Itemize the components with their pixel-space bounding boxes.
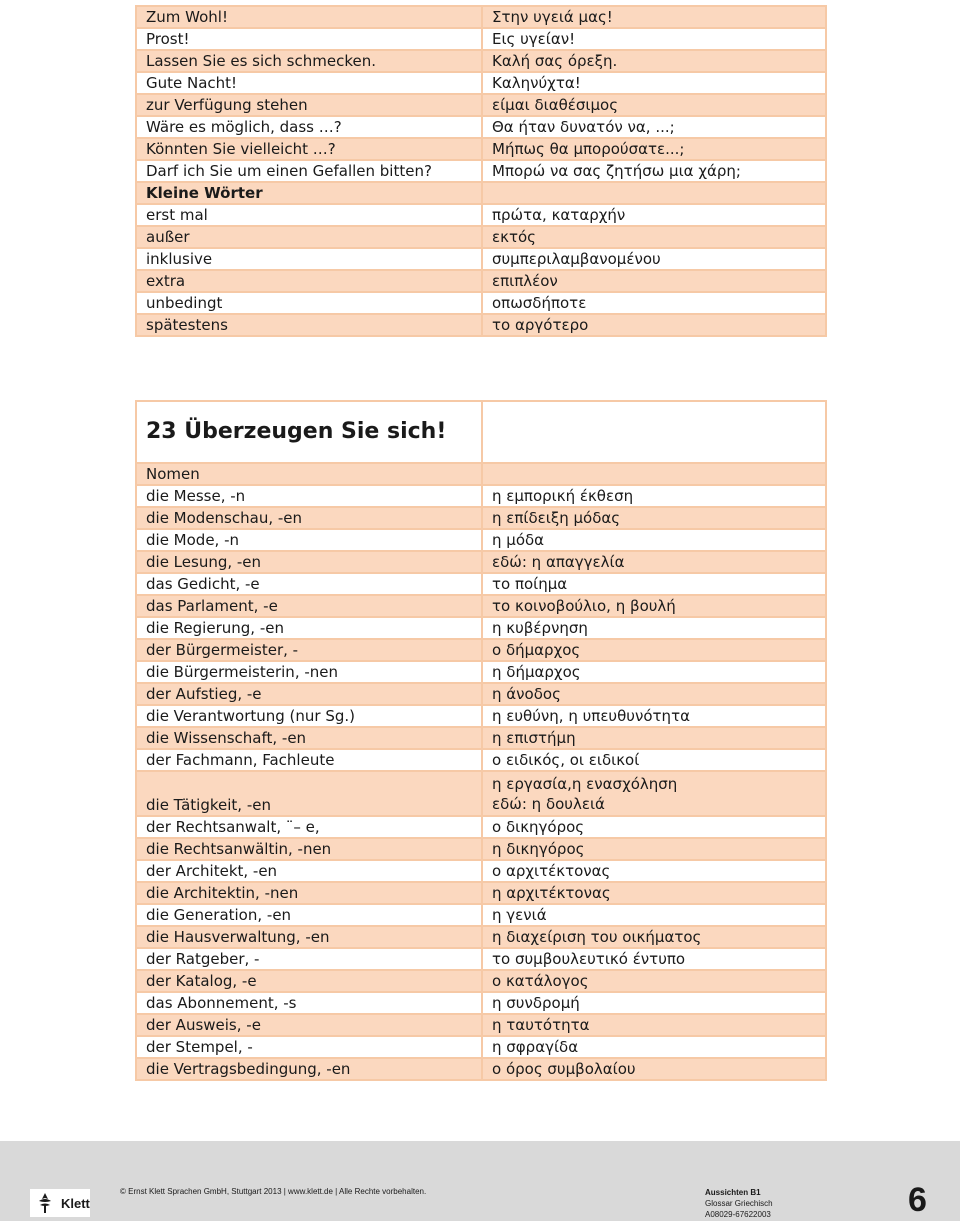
german-term: das Gedicht, -e (136, 573, 482, 595)
table-row (136, 50, 826, 72)
greek-translation: το ποίημα (482, 573, 826, 595)
greek-translation: το κοινοβούλιο, η βουλή (482, 595, 826, 617)
german-term: die Verantwortung (nur Sg.) (136, 705, 482, 727)
greek-translation: η διαχείριση του οικήματος (482, 926, 826, 948)
german-term: unbedingt (136, 292, 482, 314)
greek-translation: η επιστήμη (482, 727, 826, 749)
german-term: Darf ich Sie um einen Gefallen bitten? (136, 160, 482, 182)
german-term: die Regierung, -en (136, 617, 482, 639)
table-row (136, 226, 826, 248)
table-row (136, 860, 826, 882)
greek-translation: ο ειδικός, οι ειδικοί (482, 749, 826, 771)
greek-translation: ο δήμαρχος (482, 639, 826, 661)
section-heading: Nomen (136, 463, 482, 485)
german-term: Wäre es möglich, dass …? (136, 116, 482, 138)
greek-translation: πρώτα, καταρχήν (482, 204, 826, 226)
table-row (136, 970, 826, 992)
german-term: der Fachmann, Fachleute (136, 749, 482, 771)
table-row (136, 1036, 826, 1058)
german-term: Kleine Wörter (136, 182, 482, 204)
table-row (136, 28, 826, 50)
german-term: die Hausverwaltung, -en (136, 926, 482, 948)
vocab-table (135, 400, 827, 1081)
greek-translation: η κυβέρνηση (482, 617, 826, 639)
logo-text: Klett (61, 1195, 90, 1211)
table-row (136, 749, 826, 771)
greek-translation: η επίδειξη μόδας (482, 507, 826, 529)
greek-translation (482, 182, 826, 204)
greek-translation: ο κατάλογος (482, 970, 826, 992)
german-term: erst mal (136, 204, 482, 226)
table-row (136, 204, 826, 226)
german-term: außer (136, 226, 482, 248)
table-row (136, 270, 826, 292)
german-term: der Stempel, - (136, 1036, 482, 1058)
german-term: der Architekt, -en (136, 860, 482, 882)
top-phrase-table (135, 5, 827, 337)
book-title: Aussichten B1 (705, 1188, 761, 1197)
copyright-text: © Ernst Klett Sprachen GmbH, Stuttgart 2013 | www.klett.de | Alle Rechte vorbehalten. (120, 1187, 427, 1196)
greek-translation: Μήπως θα μπορούσατε...; (482, 138, 826, 160)
greek-translation: το συμβουλευτικό έντυπο (482, 948, 826, 970)
table-row (136, 182, 826, 204)
german-term: Lassen Sie es sich schmecken. (136, 50, 482, 72)
greek-translation: η ταυτότητα (482, 1014, 826, 1036)
section-heading-row (136, 463, 826, 485)
table-row (136, 904, 826, 926)
section-title-blank (482, 401, 826, 463)
table-row (136, 595, 826, 617)
german-term: die Wissenschaft, -en (136, 727, 482, 749)
greek-translation: Καληνύχτα! (482, 72, 826, 94)
german-term: die Modenschau, -en (136, 507, 482, 529)
table-row (136, 992, 826, 1014)
table-row (136, 617, 826, 639)
greek-translation: η μόδα (482, 529, 826, 551)
greek-translation: η αρχιτέκτονας (482, 882, 826, 904)
table-row (136, 705, 826, 727)
table-row (136, 771, 826, 816)
german-term: Zum Wohl! (136, 6, 482, 28)
table-row (136, 292, 826, 314)
german-term: die Generation, -en (136, 904, 482, 926)
greek-translation: η σφραγίδα (482, 1036, 826, 1058)
greek-translation: η δήμαρχος (482, 661, 826, 683)
table-row (136, 160, 826, 182)
greek-translation: Θα ήταν δυνατόν να, ...; (482, 116, 826, 138)
table-row (136, 138, 826, 160)
table-row (136, 507, 826, 529)
glossary-label: Glossar Griechisch (705, 1199, 773, 1208)
page-number: 6 (908, 1181, 927, 1219)
greek-translation: η άνοδος (482, 683, 826, 705)
greek-translation: η ευθύνη, η υπευθυνότητα (482, 705, 826, 727)
greek-translation: η συνδρομή (482, 992, 826, 1014)
german-term: extra (136, 270, 482, 292)
german-term: der Ratgeber, - (136, 948, 482, 970)
table-row (136, 816, 826, 838)
german-term: der Rechtsanwalt, ¨– e, (136, 816, 482, 838)
table-row (136, 6, 826, 28)
german-term: die Lesung, -en (136, 551, 482, 573)
table-row (136, 72, 826, 94)
table-row (136, 661, 826, 683)
german-term: die Rechtsanwältin, -nen (136, 838, 482, 860)
german-term: zur Verfügung stehen (136, 94, 482, 116)
section-header-row (136, 401, 826, 463)
greek-translation: το αργότερο (482, 314, 826, 336)
table-row (136, 314, 826, 336)
greek-translation-line: εδώ: η δουλειά (492, 794, 605, 813)
greek-translation: Εις υγείαν! (482, 28, 826, 50)
table-row (136, 485, 826, 507)
table-row (136, 1058, 826, 1080)
table-row (136, 248, 826, 270)
greek-translation: η δικηγόρος (482, 838, 826, 860)
table-row (136, 551, 826, 573)
german-term: Prost! (136, 28, 482, 50)
german-term: die Vertragsbedingung, -en (136, 1058, 482, 1080)
greek-translation: Στην υγειά μας! (482, 6, 826, 28)
greek-translation: Καλή σας όρεξη. (482, 50, 826, 72)
german-term: der Bürgermeister, - (136, 639, 482, 661)
table-row (136, 838, 826, 860)
german-term: Könnten Sie vielleicht …? (136, 138, 482, 160)
table-row (136, 529, 826, 551)
german-term: das Parlament, -e (136, 595, 482, 617)
german-term: der Aufstieg, -e (136, 683, 482, 705)
table-row (136, 573, 826, 595)
greek-translation: οπωσδήποτε (482, 292, 826, 314)
german-term: die Architektin, -nen (136, 882, 482, 904)
greek-translation: συμπεριλαμβανομένου (482, 248, 826, 270)
greek-translation: ο δικηγόρος (482, 816, 826, 838)
german-term: inklusive (136, 248, 482, 270)
page-footer (0, 1141, 960, 1221)
greek-translation (482, 771, 826, 816)
table-row (136, 882, 826, 904)
table-row (136, 948, 826, 970)
greek-translation: εκτός (482, 226, 826, 248)
german-term: die Messe, -n (136, 485, 482, 507)
book-code: A08029-67622003 (705, 1210, 771, 1219)
german-term: der Katalog, -e (136, 970, 482, 992)
table-row (136, 116, 826, 138)
table-row (136, 683, 826, 705)
greek-translation: η εμπορική έκθεση (482, 485, 826, 507)
klett-tree-icon (33, 1191, 57, 1215)
table-row (136, 94, 826, 116)
greek-translation: ο αρχιτέκτονας (482, 860, 826, 882)
table-row (136, 926, 826, 948)
section-title: 23 Überzeugen Sie sich! (136, 401, 482, 463)
table-row (136, 727, 826, 749)
german-term: spätestens (136, 314, 482, 336)
german-term: die Tätigkeit, -en (136, 771, 482, 816)
section-heading-blank (482, 463, 826, 485)
greek-translation: είμαι διαθέσιμος (482, 94, 826, 116)
greek-translation: η γενιά (482, 904, 826, 926)
klett-logo (30, 1189, 90, 1217)
german-term: Gute Nacht! (136, 72, 482, 94)
table-row (136, 1014, 826, 1036)
german-term: das Abonnement, -s (136, 992, 482, 1014)
german-term: die Mode, -n (136, 529, 482, 551)
greek-translation: Μπορώ να σας ζητήσω μια χάρη; (482, 160, 826, 182)
book-meta (705, 1187, 773, 1220)
greek-translation-line: η εργασία,η ενασχόληση (492, 774, 678, 793)
greek-translation: επιπλέον (482, 270, 826, 292)
german-term: die Bürgermeisterin, -nen (136, 661, 482, 683)
table-row (136, 639, 826, 661)
greek-translation: ο όρος συμβολαίου (482, 1058, 826, 1080)
greek-translation: εδώ: η απαγγελία (482, 551, 826, 573)
german-term: der Ausweis, -e (136, 1014, 482, 1036)
